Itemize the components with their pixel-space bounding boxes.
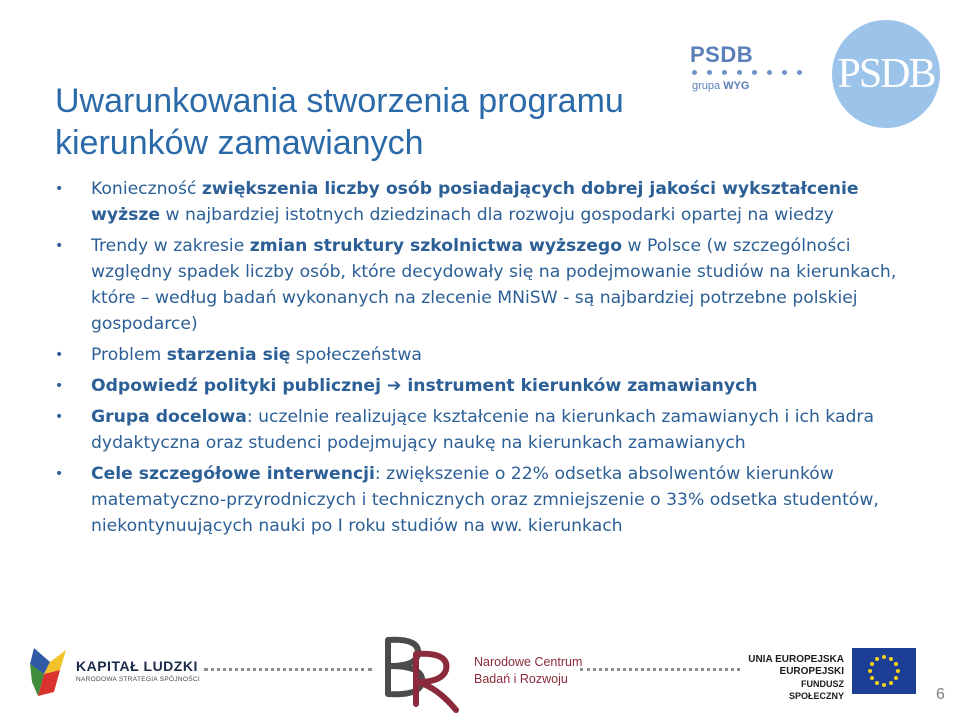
kapital-ludzki-logo [28, 640, 200, 700]
slide-title-line-1: Uwarunkowania stworzenia programu [55, 82, 624, 120]
psdb-logo-group [692, 80, 749, 92]
slide-title [55, 80, 695, 164]
kapital-ludzki-main: KAPITAŁ LUDZKI [76, 658, 198, 674]
bullet-text: Problem [91, 345, 167, 365]
bullet-bold: Grupa docelowa [91, 407, 247, 427]
footer-logos [0, 628, 960, 720]
eu-line-1: UNIA EUROPEJSKA [748, 654, 844, 665]
ncbr-line-2: Badań i Rozwoju [474, 672, 568, 686]
footer-dotted-divider [204, 668, 372, 674]
bullet-item [55, 373, 905, 399]
psdb-logo-name: PSDB [690, 42, 754, 67]
bullet-list [55, 176, 905, 544]
footer-dotted-divider [580, 668, 740, 674]
kapital-ludzki-text [76, 658, 200, 683]
ncbr-br-logo-icon [380, 632, 470, 714]
ncbr-line-1: Narodowe Centrum [474, 655, 583, 669]
bullet-bold: Odpowiedź polityki publicznej [91, 376, 387, 396]
eu-flag-icon [852, 648, 916, 694]
bullet-item [55, 404, 905, 456]
bullet-item [55, 233, 905, 337]
psdb-circle-logo [832, 20, 940, 128]
bullet-text: w Polsce (w szczególności względny spadek liczby osób, które decydowały się na podejmowanie studiów na kierunkach, które – według badań wykonanych na zlecenie MNiSW - są najbardziej potrzebne polskiej gospodarce) [91, 236, 897, 334]
ncbr-name [474, 654, 582, 688]
bullet-text: Konieczność [91, 179, 202, 199]
eu-text [744, 654, 844, 702]
bullet-bold: zmian struktury szkolnictwa wyższego [249, 236, 623, 256]
bullet-text: Trendy w zakresie [91, 236, 250, 256]
bullet-bold: instrument kierunków zamawianych [401, 376, 758, 396]
bullet-bold: Cele szczegółowe interwencji [91, 464, 375, 484]
bullet-text: w najbardziej istotnych dziedzinach dla rozwoju gospodarki opartej na wiedzy [159, 205, 834, 225]
slide-title-line-2: kierunków zamawianych [55, 124, 424, 162]
psdb-circle-text: PSDB [837, 51, 935, 97]
psdb-group-name: WYG [723, 80, 750, 92]
psdb-grupa-wyg-logo [690, 42, 810, 102]
bullet-bold: zwiększenia liczby osób posiadających dobrej jakości wykształcenie wyższe [91, 179, 859, 225]
arrow-icon: ➔ [386, 376, 402, 396]
bullet-text: : uczelnie realizujące kształcenie na kierunkach zamawianych i ich kadra dydaktyczna oraz studenci podejmujący naukę na kierunkach zamawianych [91, 407, 875, 453]
kapital-ludzki-star-icon [30, 642, 70, 698]
kapital-ludzki-sub: NARODOWA STRATEGIA SPÓJNOŚCI [76, 676, 200, 683]
bullet-text: : zwiększenie o 22% odsetka absolwentów kierunków matematyczno-przyrodniczych i technicznych oraz zmniejszenie o 33% odsetka studentów, niekontynuujących nauki po I roku studiów na ww. kierunkach [91, 464, 879, 536]
bullet-text: społeczeństwa [290, 345, 422, 365]
bullet-item [55, 176, 905, 228]
bullet-bold: starzenia się [166, 345, 291, 365]
psdb-group-prefix: grupa [692, 80, 724, 92]
page-number: 6 [936, 686, 945, 703]
psdb-logo-dots [692, 70, 808, 76]
eu-line-2: EUROPEJSKI [779, 666, 844, 677]
eu-line-3: FUNDUSZ SPOŁECZNY [788, 679, 844, 701]
bullet-item [55, 342, 905, 368]
bullet-item [55, 461, 905, 539]
